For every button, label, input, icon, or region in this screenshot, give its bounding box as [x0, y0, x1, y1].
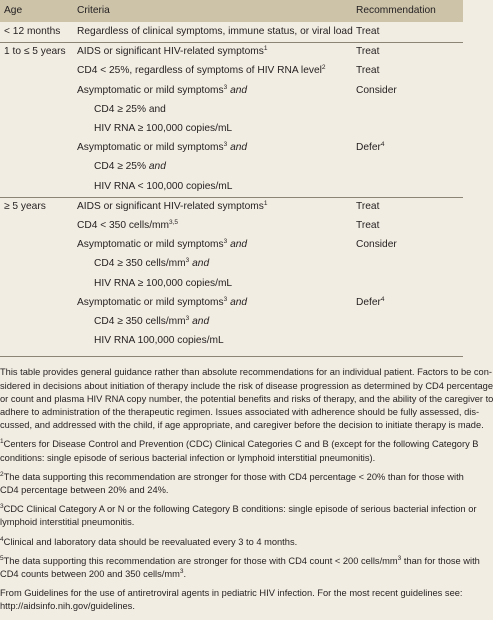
recommendation-cell — [356, 220, 379, 231]
conjunction-text: and — [192, 316, 210, 327]
footnote-marker: 4 — [380, 141, 385, 149]
note-text: The data supporting this recommendation are stronger for those with CD4 count < 200 cells/mm — [3, 555, 398, 566]
note-line: sidered in decisions about initiation of therapy include the risk of disease progression as determined by CD4 percentage — [0, 380, 493, 391]
criteria-cell — [94, 258, 209, 269]
criteria-text: AIDS or significant HIV-related symptoms — [77, 46, 264, 58]
superscript: 3 — [397, 554, 402, 562]
note-text: The data supporting this recommendation are stronger for those with CD4 percentage < 20% than for those with — [3, 471, 464, 482]
conjunction-text: and — [192, 258, 210, 270]
note-line — [0, 536, 463, 549]
criteria-cell — [77, 201, 267, 212]
note-text: . — [183, 569, 187, 580]
footnote-marker: 4 — [380, 295, 385, 303]
recommendation-cell — [356, 297, 385, 308]
criteria-text: HIV RNA ≥ 100,000 copies/mL — [94, 277, 233, 289]
note-text: CD4 percentage between 20% and 24%. — [0, 485, 169, 496]
footnote-marker: 4 — [0, 535, 4, 543]
footnote-marker: 3 — [223, 83, 228, 91]
group-separator — [0, 42, 463, 43]
note-text: http://aidsinfo.nih.gov/guidelines. — [0, 601, 135, 612]
recommendation-text: Treat — [356, 65, 380, 77]
note-line — [0, 600, 463, 613]
age-group-label: < 12 months — [4, 26, 61, 37]
footnote-marker: 3 — [185, 315, 190, 322]
criteria-cell — [77, 220, 178, 231]
age-group-label: ≥ 5 years — [4, 200, 46, 212]
footnote-marker: 2 — [321, 64, 326, 72]
header-age: Age — [4, 5, 23, 16]
note-line — [0, 587, 463, 600]
group-separator — [0, 197, 463, 198]
criteria-cell — [94, 278, 232, 289]
conjunction-text: and — [230, 142, 248, 154]
criteria-text: CD4 < 350 cells/mm — [77, 220, 170, 231]
conjunction-text: and — [148, 161, 166, 173]
table-header — [0, 0, 463, 22]
note-text: lymphoid interstitial pneumonitis. — [0, 517, 135, 528]
criteria-text: CD4 ≥ 25% and — [94, 103, 166, 115]
note-line — [0, 484, 463, 497]
table-bottom-rule — [0, 356, 463, 357]
recommendation-text: Treat — [356, 220, 380, 231]
criteria-cell — [77, 239, 247, 250]
recommendation-text: Defer — [356, 142, 381, 154]
table-notes — [0, 366, 493, 619]
note-line — [0, 438, 479, 451]
note-line: cussed, and addressed with the child, if age appropriate, and caregiver before the decision to initiate therapy is made. — [0, 420, 484, 431]
footnote-marker: 3 — [185, 257, 190, 265]
recommendation-text: Consider — [356, 239, 397, 251]
note-line — [0, 568, 463, 581]
recommendation-cell — [356, 239, 397, 250]
note-text: than for those with — [401, 555, 480, 566]
note-line — [0, 452, 463, 465]
criteria-text: AIDS or significant HIV-related symptoms — [77, 200, 264, 212]
recommendation-text: Treat — [356, 26, 380, 37]
criteria-cell — [77, 297, 247, 308]
footnote-marker: 5 — [0, 554, 4, 562]
recommendation-text: Treat — [356, 46, 380, 58]
recommendation-text: Treat — [356, 200, 380, 212]
footnote-marker: 3 — [0, 503, 4, 511]
criteria-text: CD4 ≥ 350 cells/mm — [94, 258, 186, 270]
note-text: conditions: single episode of serious bacterial infection or lymphoid interstitial pneumonitis). — [0, 452, 376, 463]
footnote — [0, 587, 463, 613]
recommendation-cell — [356, 46, 379, 57]
note-text: From Guidelines for the use of antiretroviral agents in pediatric HIV infection. For the most recent guidelines see: — [0, 588, 463, 599]
criteria-text: HIV RNA 100,000 copies/mL — [94, 335, 224, 347]
criteria-text: CD4 < 25%, regardless of symptoms of HIV RNA level — [77, 65, 322, 77]
note-text: CDC Clinical Category A or N or the following Category B conditions: single episode of serious bacterial infection or — [3, 504, 477, 515]
criteria-text: HIV RNA ≥ 100,000 copies/mL — [94, 123, 233, 134]
conjunction-text: and — [230, 296, 248, 308]
criteria-text: Asymptomatic or mild symptoms — [77, 84, 224, 96]
note-line — [0, 516, 463, 529]
criteria-text: Asymptomatic or mild symptoms — [77, 142, 224, 154]
recommendation-cell — [356, 85, 397, 96]
note-line — [0, 471, 463, 484]
footnote-marker: 1 — [0, 438, 4, 446]
criteria-cell — [77, 65, 326, 76]
header-recommendation: Recommendation — [356, 5, 436, 16]
superscript: 3 — [179, 568, 184, 576]
footnote-marker: 3 — [223, 141, 228, 149]
note-line: adhere to administration of the therapeutic regimen. Issues associated with adherence should be fully assessed, dis- — [0, 407, 480, 417]
criteria-cell — [94, 123, 232, 134]
criteria-cell — [77, 85, 247, 96]
footnote-marker: 3,5 — [169, 219, 179, 226]
criteria-cell — [94, 316, 209, 327]
criteria-cell — [94, 104, 166, 115]
footnote-marker: 2 — [0, 470, 4, 478]
conjunction-text: and — [230, 84, 248, 96]
criteria-cell — [77, 142, 247, 153]
note-text: Clinical and laboratory data should be reevaluated every 3 to 4 months. — [3, 536, 298, 547]
criteria-text: CD4 ≥ 25% — [94, 161, 147, 173]
criteria-text: Regardless of clinical symptoms, immune status, or viral load — [77, 26, 353, 37]
recommendation-cell — [356, 201, 379, 212]
criteria-text: Asymptomatic or mild symptoms — [77, 296, 224, 308]
footnote-marker: 1 — [263, 199, 268, 207]
note-line: or count and plasma HIV RNA copy number, the potential benefits and risks of therapy, and the ability of the caregiver to — [0, 393, 493, 404]
footnote-marker: 3 — [223, 238, 228, 246]
header-criteria: Criteria — [77, 5, 110, 16]
criteria-text: HIV RNA < 100,000 copies/mL — [94, 180, 233, 192]
footnote — [0, 536, 463, 549]
age-group-label: 1 to ≤ 5 years — [4, 46, 66, 58]
footnote — [0, 471, 463, 497]
conjunction-text: and — [230, 239, 248, 251]
criteria-cell — [77, 26, 353, 37]
criteria-cell — [77, 46, 267, 57]
note-text: Centers for Disease Control and Prevention (CDC) Clinical Categories C and B (except for the following Category B — [3, 439, 479, 450]
recommendation-cell — [356, 26, 379, 37]
footnote-marker: 1 — [263, 45, 268, 53]
footnote — [0, 554, 480, 581]
criteria-text: Asymptomatic or mild symptoms — [77, 239, 224, 251]
criteria-text: CD4 ≥ 350 cells/mm — [94, 316, 186, 327]
criteria-cell — [94, 181, 232, 192]
criteria-cell — [94, 335, 224, 346]
footnote-marker: 3 — [223, 295, 228, 303]
note-line — [0, 503, 477, 516]
notes-intro — [0, 366, 493, 432]
recommendation-cell — [356, 142, 385, 153]
criteria-cell — [94, 161, 166, 172]
recommendation-cell — [356, 65, 379, 76]
footnote — [0, 503, 477, 529]
note-text: CD4 counts between 200 and 350 cells/mm — [0, 569, 180, 580]
note-line — [0, 554, 480, 568]
footnote — [0, 438, 479, 464]
recommendation-text: Consider — [356, 84, 397, 96]
recommendation-text: Defer — [356, 296, 381, 308]
note-line: This table provides general guidance rather than absolute recommendations for an individual patient. Factors to be con- — [0, 367, 492, 378]
